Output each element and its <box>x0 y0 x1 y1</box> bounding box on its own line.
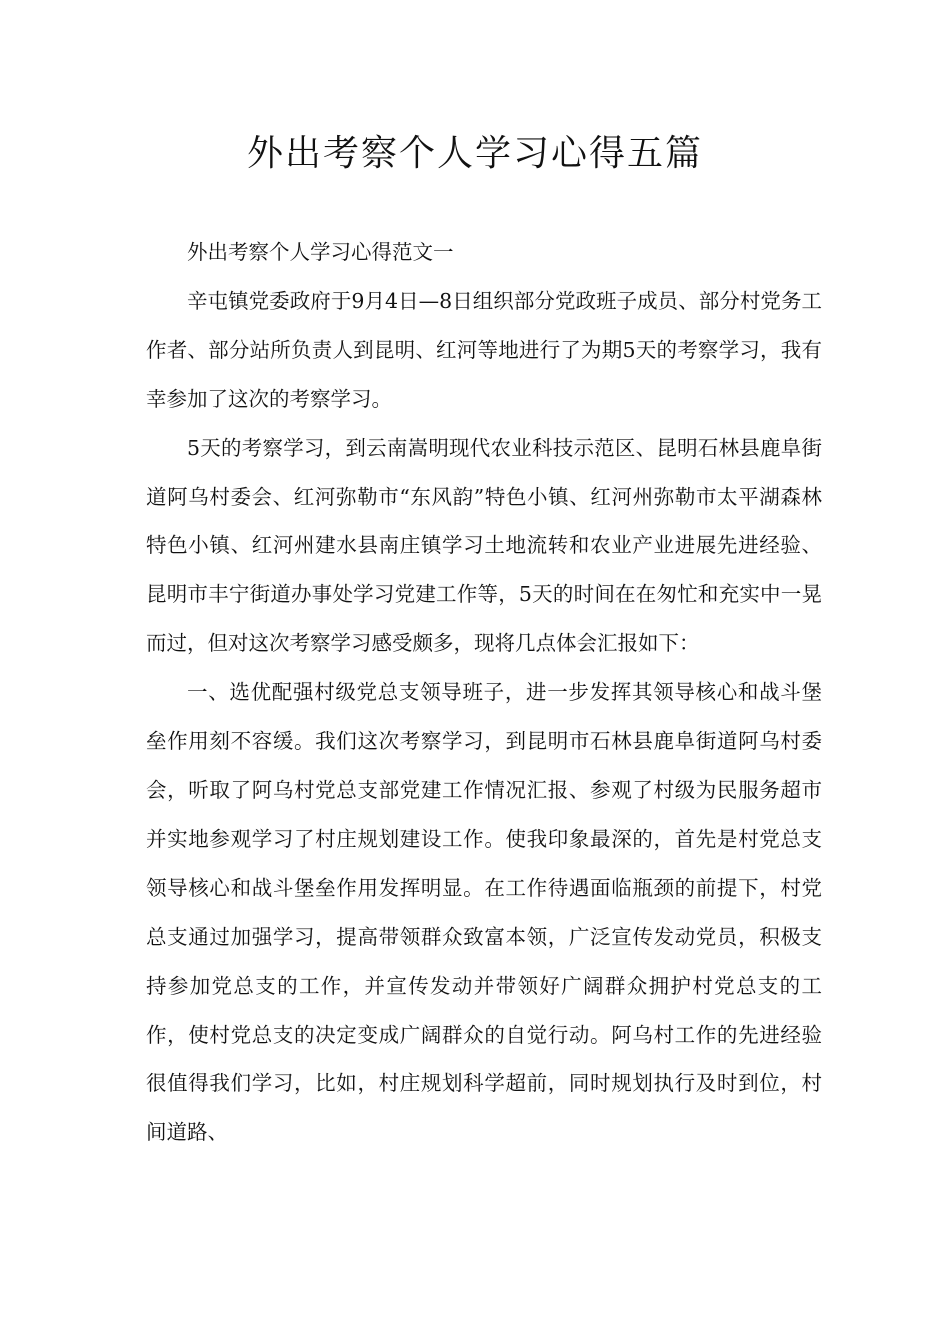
paragraph-subtitle: 外出考察个人学习心得范文一 <box>187 240 454 264</box>
document-title: 外出考察个人学习心得五篇 <box>246 133 703 174</box>
paragraph-itinerary: 5天的考察学习，到云南嵩明现代农业科技示范区、昆明石林县鹿阜街道阿乌村委会、红河弥勒市“东风韵”特色小镇、红河州弥勒市太平湖森林特色小镇、红河州建水县南庄镇学习土地流转和农业产业进展先进经验、昆明市丰宁街道办事处学习党建工作等，5天的时间在在匆忙和充实中一晃而过，但对这次考察学习感受颇多，现将几点体会汇报如下： <box>146 435 822 656</box>
paragraph-intro: 辛屯镇党委政府于9月4日—8日组织部分党政班子成员、部分村党务工作者、部分站所负责人到昆明、红河等地进行了为期5天的考察学习，我有幸参加了这次的考察学习。 <box>146 288 822 411</box>
document-body <box>146 228 822 1157</box>
paragraph-point-one: 一、选优配强村级党总支领导班子，进一步发挥其领导核心和战斗堡垒作用刻不容缓。我们这次考察学习，到昆明市石林县鹿阜街道阿乌村委会，听取了阿乌村党总支部党建工作情况汇报、参观了村级为民服务超市并实地参观学习了村庄规划建设工作。使我印象最深的，首先是村党总支领导核心和战斗堡垒作用发挥明显。在工作待遇面临瓶颈的前提下，村党总支通过加强学习，提高带领群众致富本领，广泛宣传发动党员，积极支持参加党总支的工作，并宣传发动并带领好广阔群众拥护村党总支的工作，使村党总支的决定变成广阔群众的自觉行动。阿乌村工作的先进经验很值得我们学习，比如，村庄规划科学超前，同时规划执行及时到位，村间道路、 <box>146 680 822 1145</box>
